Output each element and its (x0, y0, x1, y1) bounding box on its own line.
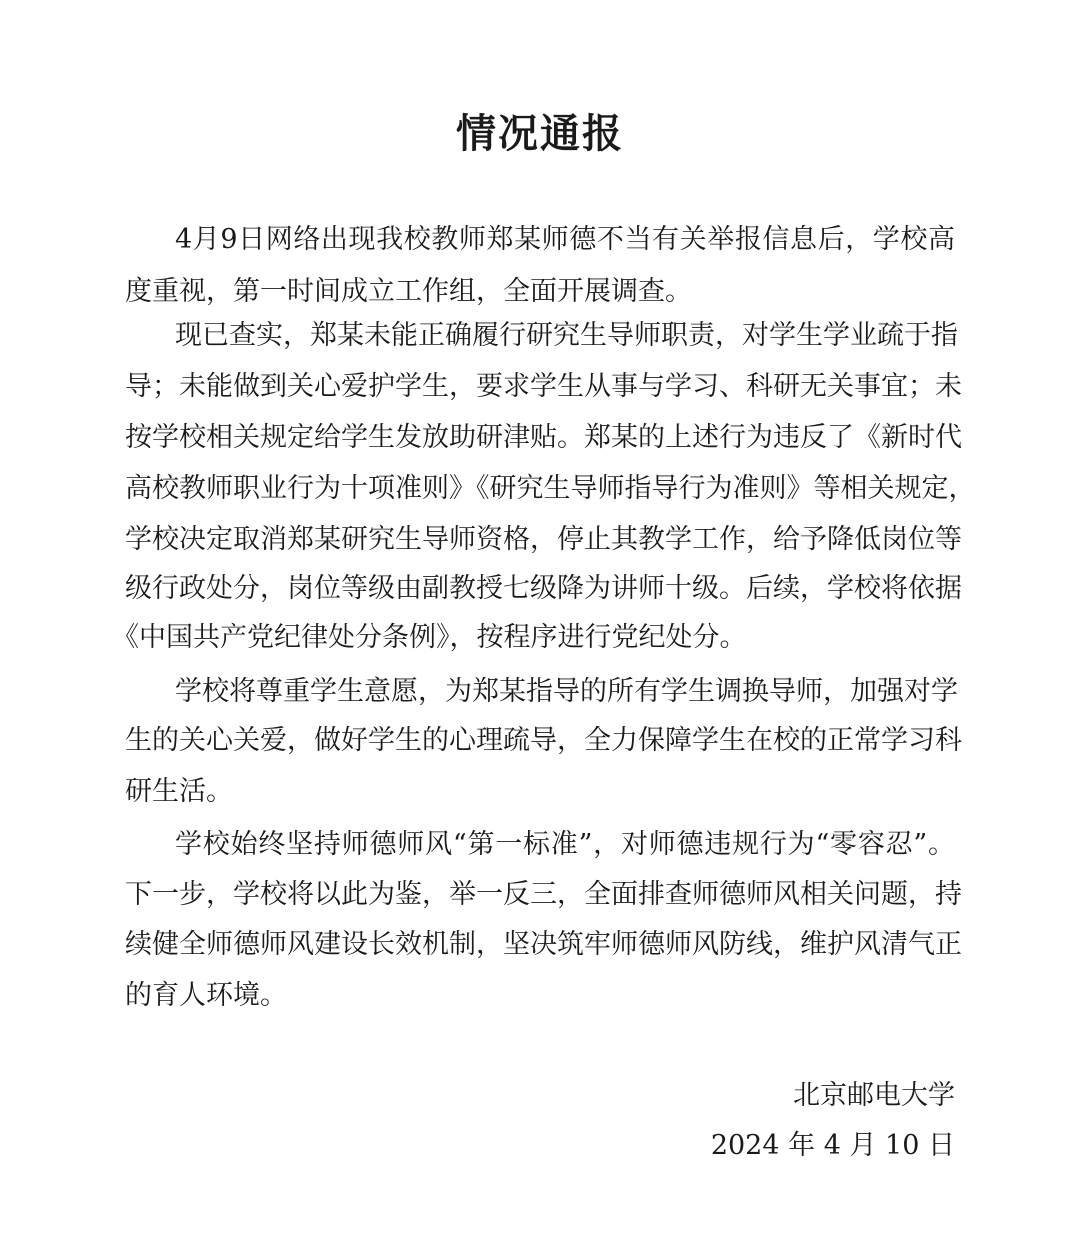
signature-organization: 北京邮电大学 (793, 1080, 955, 1111)
paragraph-2-line: 级行政处分，岗位等级由副教授七级降为讲师十级。后续，学校将依据 (125, 573, 962, 604)
paragraph-3-line: 研生活。 (125, 776, 233, 807)
document-title: 情况通报 (456, 110, 624, 157)
paragraph-4-line: 续健全师德师风建设长效机制，坚决筑牢师德师风防线，维护风清气正 (125, 929, 962, 960)
paragraph-1-line: 度重视，第一时间成立工作组，全面开展调查。 (125, 276, 692, 307)
paragraph-3-line: 学校将尊重学生意愿，为郑某指导的所有学生调换导师，加强对学 (175, 676, 958, 707)
paragraph-4-line: 学校始终坚持师德师风“第一标准”，对师德违规行为“零容忍”。 (175, 829, 955, 860)
paragraph-2-line: 高校教师职业行为十项准则》《研究生导师指导行为准则》等相关规定， (125, 473, 976, 504)
paragraph-2-line: 导；未能做到关心爱护学生，要求学生从事与学习、科研无关事宜；未 (125, 371, 962, 402)
paragraph-2-line: 学校决定取消郑某研究生导师资格，停止其教学工作，给予降低岗位等 (125, 524, 962, 555)
paragraph-4-line: 下一步，学校将以此为鉴，举一反三，全面排查师德师风相关问题，持 (125, 879, 962, 910)
paragraph-3-line: 生的关心关爱，做好学生的心理疏导，全力保障学生在校的正常学习科 (125, 725, 962, 756)
paragraph-2-line: 按学校相关规定给学生发放助研津贴。郑某的上述行为违反了《新时代 (125, 422, 962, 453)
signature-date: 2024 年 4 月 10 日 (710, 1130, 955, 1161)
paragraph-2-line: 《中国共产党纪律处分条例》，按程序进行党纪处分。 (112, 622, 747, 653)
paragraph-4-line: 的育人环境。 (125, 980, 287, 1011)
paragraph-2-line: 现已查实，郑某未能正确履行研究生导师职责，对学生学业疏于指 (175, 320, 958, 351)
paragraph-1-line: 4月9日网络出现我校教师郑某师德不当有关举报信息后，学校高 (175, 224, 955, 255)
